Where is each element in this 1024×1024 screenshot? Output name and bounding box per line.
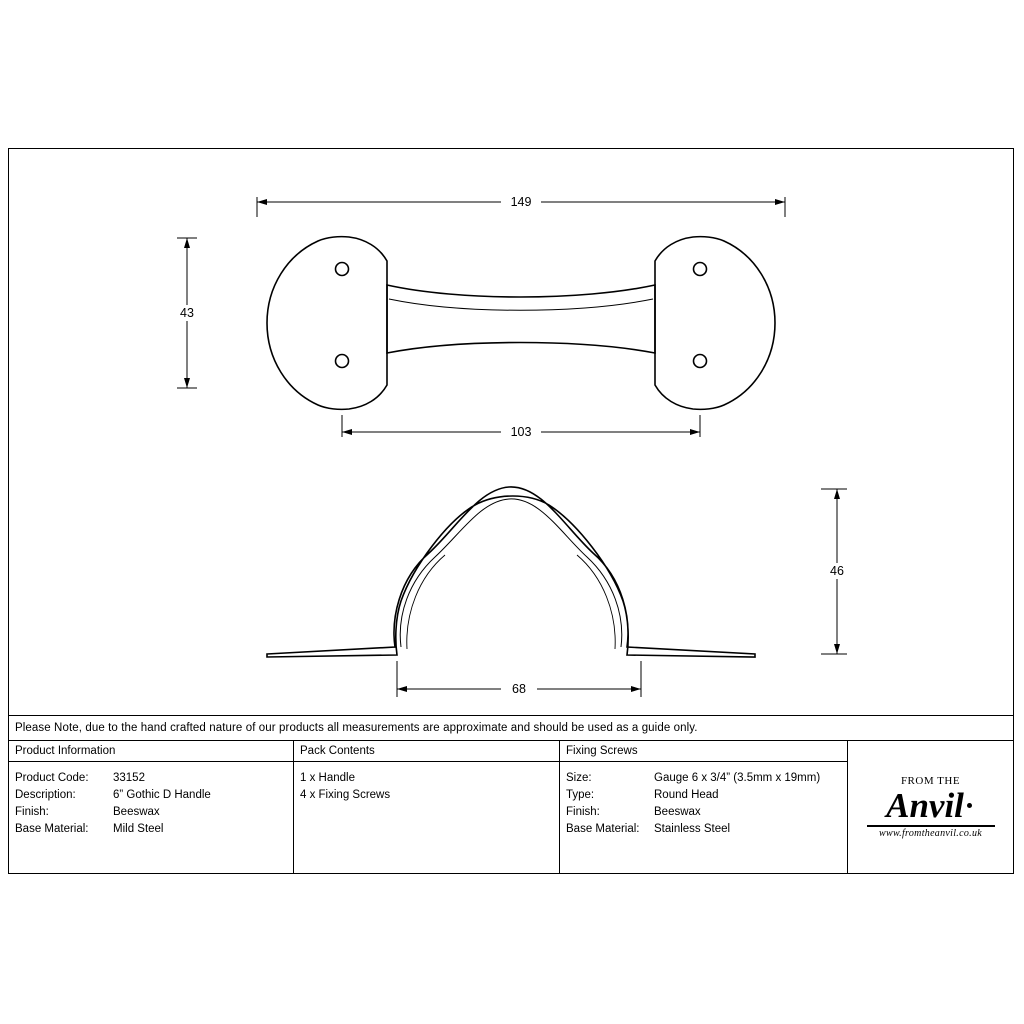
brand-logo-column <box>848 741 1013 873</box>
product-information-header: Product Information <box>9 741 293 762</box>
technical-drawing-area <box>9 149 1013 715</box>
dimension-103-label: 103 <box>510 425 532 439</box>
product-information-body <box>9 762 293 838</box>
info-table <box>9 741 1013 873</box>
screw-row-base-material <box>566 821 847 838</box>
base-material-value: Mild Steel <box>113 823 164 835</box>
product-row-finish <box>15 804 293 821</box>
finish-value: Beeswax <box>113 806 160 818</box>
product-row-code <box>15 770 293 787</box>
drawing-svg <box>9 149 1013 715</box>
drawing-sheet <box>8 148 1014 874</box>
product-code-value: 33152 <box>113 772 145 784</box>
product-information-column <box>9 741 294 873</box>
logo-wordmark-text: Anvil <box>886 785 964 825</box>
brand-logo <box>848 741 1013 873</box>
screw-finish-value: Beeswax <box>654 806 701 818</box>
logo-wordmark <box>867 785 995 825</box>
dimension-149 <box>257 194 785 217</box>
dimension-46 <box>819 489 855 654</box>
logo-top-text: FROM THE <box>900 774 961 787</box>
screw-finish-label: Finish: <box>566 806 600 818</box>
product-row-base-material <box>15 821 293 838</box>
screw-row-type <box>566 787 847 804</box>
description-label: Description: <box>15 789 76 801</box>
dimension-68-label: 68 <box>512 682 526 696</box>
product-code-label: Product Code: <box>15 772 89 784</box>
screw-size-label: Size: <box>566 772 592 784</box>
pack-contents-column <box>294 741 560 873</box>
screw-base-material-value: Stainless Steel <box>654 823 731 835</box>
logo-divider <box>867 825 995 827</box>
measurement-note-text: Please Note, due to the hand crafted nature of our products all measurements are approximate and should be used as a guide only. <box>15 722 698 734</box>
pack-contents-header: Pack Contents <box>294 741 559 762</box>
product-row-description <box>15 787 293 804</box>
dimension-103 <box>342 415 700 440</box>
screw-size-value: Gauge 6 x 3/4” (3.5mm x 19mm) <box>654 772 821 784</box>
pack-contents-item: 4 x Fixing Screws <box>300 789 391 801</box>
screw-type-value: Round Head <box>654 789 719 801</box>
logo-dot-icon <box>967 803 972 808</box>
dimension-43 <box>169 238 205 388</box>
description-value: 6” Gothic D Handle <box>113 789 211 801</box>
fixing-screws-header: Fixing Screws <box>560 741 847 762</box>
screw-base-material-label: Base Material: <box>566 823 640 835</box>
dimension-46-label: 46 <box>830 564 844 578</box>
pack-contents-item: 1 x Handle <box>300 772 355 784</box>
handle-top-view <box>267 237 775 410</box>
screw-type-label: Type: <box>566 789 595 801</box>
handle-side-view <box>267 487 755 657</box>
fixing-screws-column <box>560 741 848 873</box>
measurement-note-row <box>9 715 1013 741</box>
base-material-label: Base Material: <box>15 823 89 835</box>
pack-contents-body <box>294 762 559 804</box>
fixing-screws-body <box>560 762 847 838</box>
logo-url-text: www.fromtheanvil.co.uk <box>879 827 982 839</box>
dimension-68 <box>397 661 641 697</box>
dimension-149-label: 149 <box>510 195 532 209</box>
dimension-43-label: 43 <box>180 306 194 320</box>
finish-label: Finish: <box>15 806 49 818</box>
screw-row-size <box>566 770 847 787</box>
screw-row-finish <box>566 804 847 821</box>
